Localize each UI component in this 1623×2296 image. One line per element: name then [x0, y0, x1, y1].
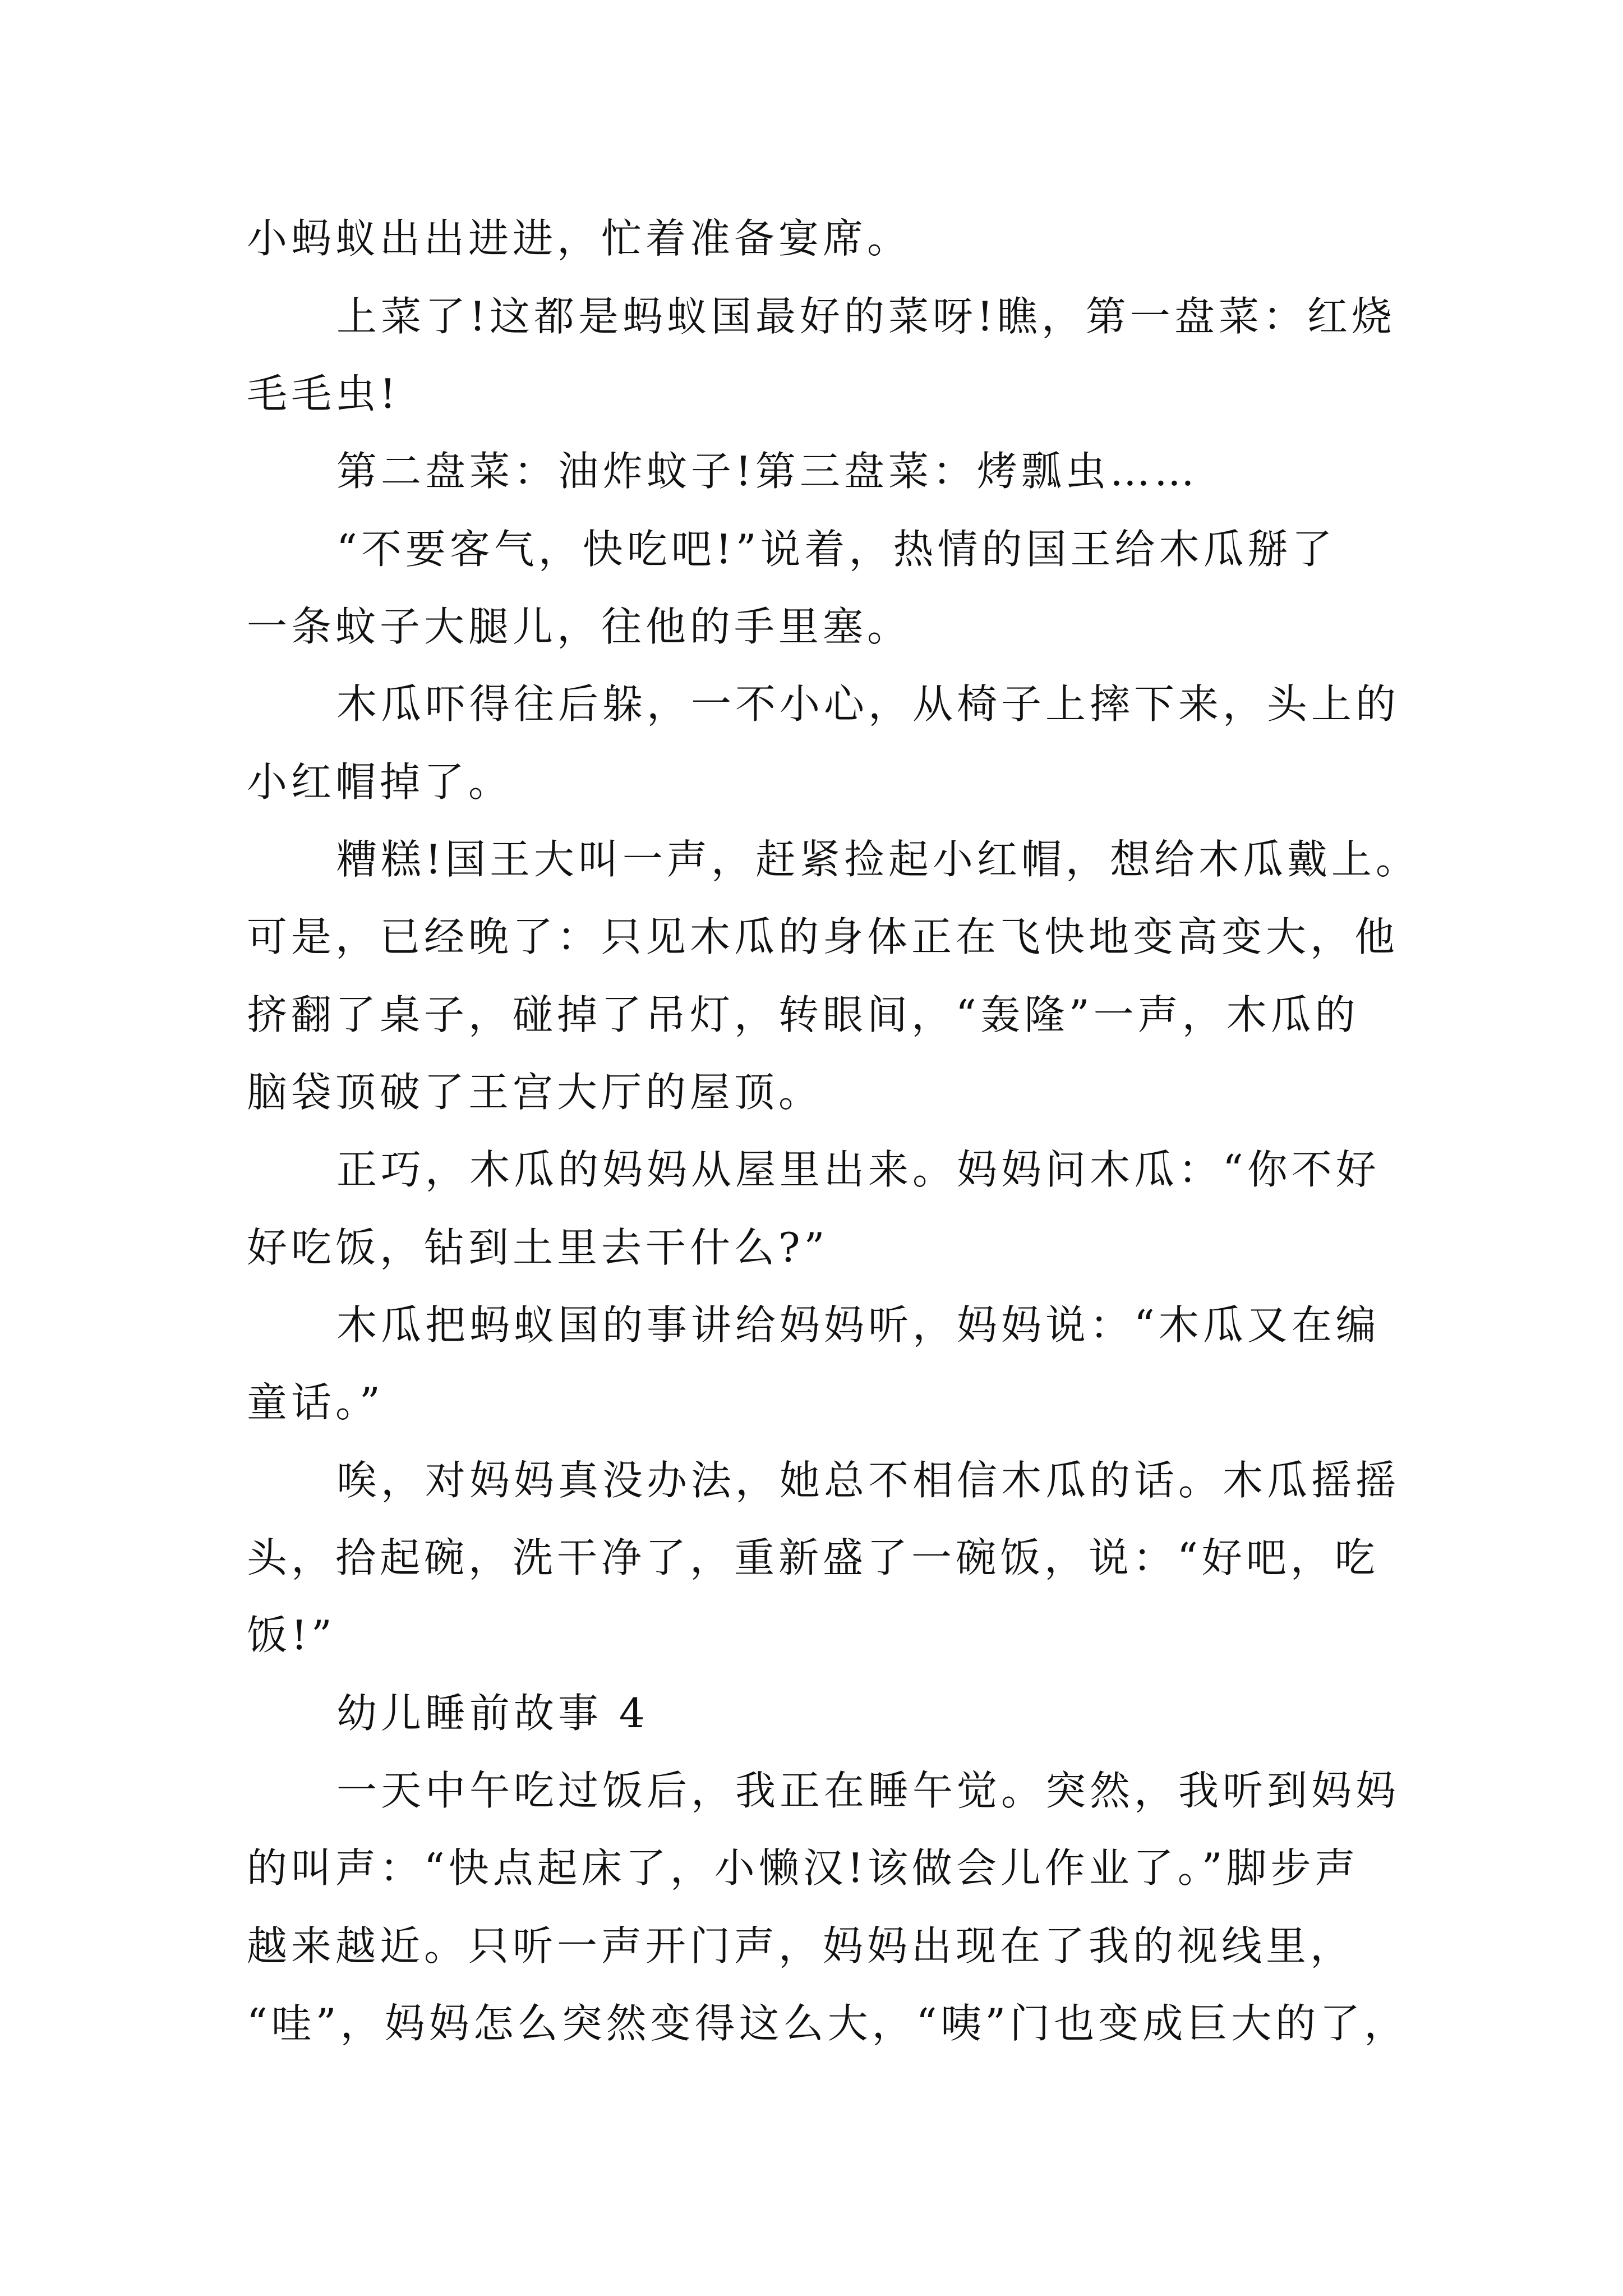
text-line-4: 第二盘菜：油炸蚊子!第三盘菜：烤瓢虫……: [336, 448, 1198, 495]
text-line-22: 的叫声：“快点起床了，小懒汉!该做会儿作业了。”脚步声: [247, 1844, 1359, 1892]
text-line-12: 脑袋顶破了王宫大厅的屋顶。: [247, 1069, 823, 1116]
text-line-21: 一天中午吃过饭后，我正在睡午觉。突然，我听到妈妈: [336, 1767, 1400, 1814]
text-line-14: 好吃饭，钻到土里去干什么?”: [247, 1224, 829, 1271]
text-line-2: 上菜了!这都是蚂蚁国最好的菜呀!瞧，第一盘菜：红烧: [336, 293, 1396, 340]
text-line-23: 越来越近。只听一声开门声，妈妈出现在了我的视线里，: [247, 1922, 1355, 1970]
text-line-9: 糟糕!国王大叫一声，赶紧捡起小红帽，想给木瓜戴上。: [336, 836, 1420, 883]
text-line-7: 木瓜吓得往后躲，一不小心，从椅子上摔下来，头上的: [336, 680, 1400, 728]
text-line-5: “不要客气，快吃吧!”说着，热情的国王给木瓜掰了: [336, 526, 1336, 573]
text-line-18: 头，拾起碗，洗干净了，重新盛了一碗饭，说：“好吧，吃: [247, 1534, 1379, 1581]
text-line-8: 小红帽掉了。: [247, 758, 513, 806]
text-line-15: 木瓜把蚂蚁国的事讲给妈妈听，妈妈说：“木瓜又在编: [336, 1301, 1380, 1349]
text-line-3: 毛毛虫!: [247, 370, 400, 417]
text-line-1: 小蚂蚁出出进进，忙着准备宴席。: [247, 215, 912, 262]
text-line-13: 正巧，木瓜的妈妈从屋里出来。妈妈问木瓜：“你不好: [336, 1146, 1380, 1193]
text-line-16: 童话。”: [247, 1379, 384, 1426]
text-line-17: 唉，对妈妈真没办法，她总不相信木瓜的话。木瓜摇摇: [336, 1457, 1400, 1504]
text-line-10: 可是，已经晚了：只见木瓜的身体正在飞快地变高变大，他: [247, 913, 1399, 960]
text-line-11: 挤翻了桌子，碰掉了吊灯，转眼间，“轰隆”一声，木瓜的: [247, 991, 1359, 1038]
text-line-19: 饭!”: [247, 1612, 336, 1659]
text-line-6: 一条蚊子大腿儿，往他的手里塞。: [247, 603, 912, 650]
section-heading: 幼儿睡前故事 4: [336, 1690, 649, 1737]
text-line-24: “哇”，妈妈怎么突然变得这么大，“咦”门也变成巨大的了，: [247, 2000, 1409, 2047]
